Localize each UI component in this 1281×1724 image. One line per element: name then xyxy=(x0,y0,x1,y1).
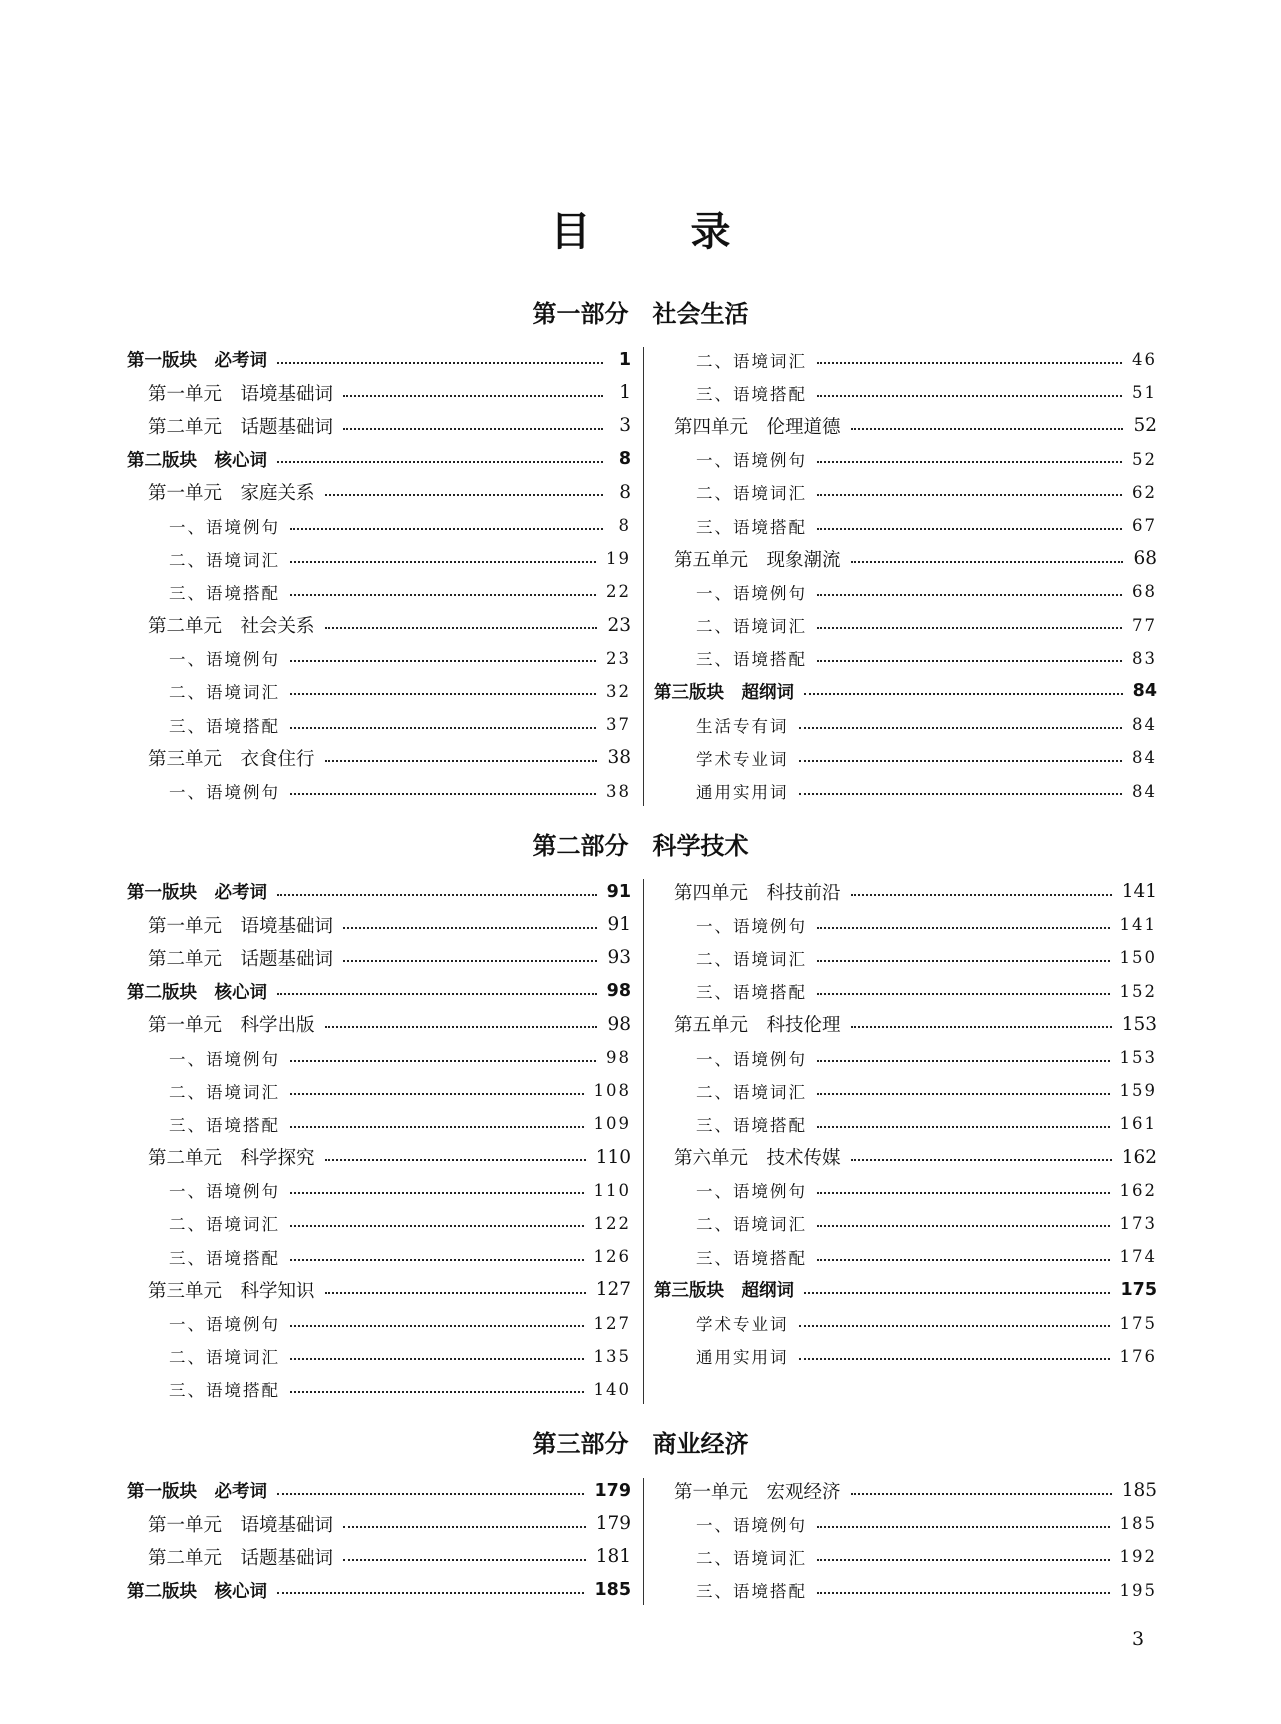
page-title: 目 录 xyxy=(550,208,761,255)
toc-entry[interactable] xyxy=(654,1474,1157,1507)
dot-leader xyxy=(817,660,1122,662)
dot-leader xyxy=(277,1493,584,1495)
dot-leader xyxy=(799,793,1123,795)
dot-leader xyxy=(817,594,1122,596)
toc-entry[interactable] xyxy=(654,774,1157,807)
entry-title: 三、语境搭配 xyxy=(696,650,807,670)
dot-leader xyxy=(290,1225,584,1227)
entry-page-number: 109 xyxy=(593,1114,631,1134)
entry-title: 第二单元 科学探究 xyxy=(148,1148,315,1170)
entry-page-number: 126 xyxy=(593,1247,631,1267)
dot-leader xyxy=(851,561,1124,563)
dot-leader xyxy=(290,1126,584,1128)
column-divider xyxy=(643,347,644,806)
toc-entry[interactable] xyxy=(127,975,631,1008)
toc-entry[interactable] xyxy=(654,1041,1157,1074)
dot-leader xyxy=(343,428,603,430)
dot-leader xyxy=(290,727,596,729)
entry-page-number: 195 xyxy=(1119,1580,1157,1600)
dot-leader xyxy=(325,1159,586,1161)
dot-leader xyxy=(290,528,603,530)
toc-entry[interactable] xyxy=(654,1240,1157,1273)
entry-title: 三、语境搭配 xyxy=(169,1381,280,1401)
dot-leader xyxy=(290,1325,584,1327)
entry-title: 学术专业词 xyxy=(696,749,789,769)
dot-leader xyxy=(325,1026,598,1028)
toc-entry[interactable] xyxy=(654,708,1157,741)
dot-leader xyxy=(804,693,1123,695)
entry-page-number: 52 xyxy=(1133,415,1157,437)
dot-leader xyxy=(817,1192,1110,1194)
dot-leader xyxy=(325,627,598,629)
entry-page-number: 8 xyxy=(618,516,631,536)
entry-title: 第一版块 必考词 xyxy=(127,883,267,904)
entry-page-number: 93 xyxy=(607,947,631,969)
entry-page-number: 152 xyxy=(1119,981,1157,1001)
entry-title: 第二单元 话题基础词 xyxy=(148,1547,334,1569)
toc-entry[interactable] xyxy=(127,1574,631,1607)
toc-entry[interactable] xyxy=(654,1074,1157,1107)
entry-page-number: 153 xyxy=(1121,1013,1157,1035)
entry-page-number: 179 xyxy=(595,1513,631,1535)
entry-page-number: 8 xyxy=(619,481,631,503)
entry-page-number: 153 xyxy=(1119,1048,1157,1068)
entry-title: 二、语境词汇 xyxy=(696,617,807,637)
toc-entry[interactable] xyxy=(654,1540,1157,1573)
toc-entry[interactable] xyxy=(654,1574,1157,1607)
dot-leader xyxy=(325,760,598,762)
dot-leader xyxy=(799,760,1123,762)
toc-entry[interactable] xyxy=(654,741,1157,774)
toc-entry[interactable] xyxy=(127,708,631,741)
dot-leader xyxy=(799,1358,1110,1360)
entry-title: 二、语境词汇 xyxy=(696,1082,807,1102)
toc-entry[interactable] xyxy=(127,875,631,908)
entry-title: 第三版块 超纲词 xyxy=(654,682,794,703)
entry-title: 通用实用词 xyxy=(696,783,789,803)
entry-page-number: 185 xyxy=(1119,1514,1157,1534)
toc-entry[interactable] xyxy=(127,443,631,476)
entry-title: 第一版块 必考词 xyxy=(127,1482,267,1503)
dot-leader xyxy=(817,1559,1110,1561)
dot-leader xyxy=(325,494,603,496)
dot-leader xyxy=(277,1592,584,1594)
entry-page-number: 175 xyxy=(1120,1279,1157,1300)
entry-page-number: 179 xyxy=(594,1480,631,1501)
toc-entry[interactable] xyxy=(127,609,631,642)
toc-entry[interactable] xyxy=(654,1273,1157,1306)
entry-title: 第一版块 必考词 xyxy=(127,351,267,372)
dot-leader xyxy=(817,960,1110,962)
entry-title: 第二版块 核心词 xyxy=(127,450,267,471)
entry-title: 第二单元 话题基础词 xyxy=(148,948,334,970)
dot-leader xyxy=(277,362,603,364)
dot-leader xyxy=(343,960,597,962)
toc-entry[interactable] xyxy=(127,1507,631,1540)
dot-leader xyxy=(325,1292,586,1294)
column-divider xyxy=(643,1478,644,1605)
toc-entry[interactable] xyxy=(127,376,631,409)
entry-page-number: 98 xyxy=(606,981,631,1002)
toc-entry[interactable] xyxy=(654,476,1157,509)
dot-leader xyxy=(851,1026,1112,1028)
entry-title: 三、语境搭配 xyxy=(696,1582,807,1602)
entry-title: 第三单元 科学知识 xyxy=(148,1280,315,1302)
entry-page-number: 37 xyxy=(606,715,631,735)
entry-page-number: 91 xyxy=(607,914,631,936)
dot-leader xyxy=(817,1225,1110,1227)
toc-entry[interactable] xyxy=(654,1340,1157,1373)
toc-column-left xyxy=(127,875,631,1406)
entry-page-number: 1 xyxy=(619,382,631,404)
entry-title: 第六单元 技术传媒 xyxy=(674,1148,841,1170)
dot-leader xyxy=(817,1060,1110,1062)
entry-page-number: 127 xyxy=(595,1279,631,1301)
entry-page-number: 84 xyxy=(1132,681,1157,702)
dot-leader xyxy=(290,1060,596,1062)
toc-entry[interactable] xyxy=(654,1107,1157,1140)
toc-entry[interactable] xyxy=(127,1008,631,1041)
entry-page-number: 3 xyxy=(619,415,631,437)
entry-title: 一、语境例句 xyxy=(696,916,807,936)
toc-entry[interactable] xyxy=(127,575,631,608)
dot-leader xyxy=(851,894,1112,896)
dot-leader xyxy=(277,993,597,995)
dot-leader xyxy=(804,1292,1110,1294)
toc-entry[interactable] xyxy=(654,343,1157,376)
entry-page-number: 38 xyxy=(606,781,631,801)
toc-entry[interactable] xyxy=(654,575,1157,608)
toc-entry[interactable] xyxy=(654,675,1157,708)
toc-entry[interactable] xyxy=(127,774,631,807)
entry-page-number: 23 xyxy=(607,614,631,636)
entry-page-number: 23 xyxy=(606,648,631,668)
toc-entry[interactable] xyxy=(127,1074,631,1107)
toc-entry[interactable] xyxy=(127,1306,631,1339)
dot-leader xyxy=(817,395,1122,397)
entry-page-number: 98 xyxy=(606,1048,631,1068)
entry-page-number: 83 xyxy=(1132,648,1157,668)
dot-leader xyxy=(817,494,1122,496)
entry-title: 二、语境词汇 xyxy=(169,1348,280,1368)
entry-title: 三、语境搭配 xyxy=(696,983,807,1003)
entry-title: 一、语境例句 xyxy=(169,1315,280,1335)
entry-title: 第一单元 科学出版 xyxy=(148,1015,315,1037)
toc-entry[interactable] xyxy=(654,1174,1157,1207)
dot-leader xyxy=(817,993,1110,995)
entry-page-number: 52 xyxy=(1132,449,1157,469)
entry-page-number: 176 xyxy=(1119,1346,1157,1366)
toc-entry[interactable] xyxy=(127,1107,631,1140)
entry-title: 一、语境例句 xyxy=(696,1049,807,1069)
entry-page-number: 1 xyxy=(618,349,631,370)
dot-leader xyxy=(851,1493,1112,1495)
dot-leader xyxy=(290,693,596,695)
toc-entry[interactable] xyxy=(127,1273,631,1306)
dot-leader xyxy=(290,1358,584,1360)
entry-title: 第二版块 核心词 xyxy=(127,982,267,1003)
entry-title: 一、语境例句 xyxy=(169,1182,280,1202)
dot-leader xyxy=(290,594,596,596)
toc-column-right xyxy=(654,1474,1157,1607)
entry-page-number: 174 xyxy=(1119,1247,1157,1267)
toc-column-left xyxy=(127,1474,631,1607)
entry-page-number: 62 xyxy=(1132,482,1157,502)
entry-title: 二、语境词汇 xyxy=(696,484,807,504)
toc-entry[interactable] xyxy=(654,1507,1157,1540)
dot-leader xyxy=(817,461,1122,463)
dot-leader xyxy=(343,395,603,397)
toc-entry[interactable] xyxy=(127,1240,631,1273)
entry-title: 三、语境搭配 xyxy=(696,1115,807,1135)
dot-leader xyxy=(799,727,1123,729)
entry-page-number: 84 xyxy=(1132,715,1157,735)
toc-entry[interactable] xyxy=(127,1474,631,1507)
dot-leader xyxy=(817,1093,1110,1095)
toc-entry[interactable] xyxy=(654,642,1157,675)
toc-entry[interactable] xyxy=(127,675,631,708)
entry-title: 第一单元 家庭关系 xyxy=(148,483,315,505)
dot-leader xyxy=(817,362,1122,364)
dot-leader xyxy=(277,461,603,463)
entry-title: 三、语境搭配 xyxy=(169,1115,280,1135)
toc-entry[interactable] xyxy=(654,975,1157,1008)
dot-leader xyxy=(290,660,596,662)
entry-title: 二、语境词汇 xyxy=(169,1215,280,1235)
toc-entry[interactable] xyxy=(127,642,631,675)
toc-column-right xyxy=(654,875,1157,1373)
dot-leader xyxy=(277,894,597,896)
entry-page-number: 46 xyxy=(1132,350,1157,370)
entry-page-number: 173 xyxy=(1119,1213,1157,1233)
entry-page-number: 32 xyxy=(606,681,631,701)
toc-entry[interactable] xyxy=(127,941,631,974)
toc-entry[interactable] xyxy=(654,409,1157,442)
toc-entry[interactable] xyxy=(654,1141,1157,1174)
dot-leader xyxy=(343,1526,586,1528)
entry-title: 第二单元 社会关系 xyxy=(148,616,315,638)
entry-page-number: 162 xyxy=(1119,1180,1157,1200)
entry-title: 三、语境搭配 xyxy=(169,583,280,603)
entry-page-number: 110 xyxy=(593,1180,631,1200)
entry-page-number: 84 xyxy=(1132,781,1157,801)
toc-entry[interactable] xyxy=(127,908,631,941)
part-title: 第一部分 社会生活 xyxy=(532,300,749,328)
entry-title: 二、语境词汇 xyxy=(169,1082,280,1102)
dot-leader xyxy=(851,428,1124,430)
entry-page-number: 185 xyxy=(594,1580,631,1601)
toc-entry[interactable] xyxy=(127,741,631,774)
toc-entry[interactable] xyxy=(654,1207,1157,1240)
toc-entry[interactable] xyxy=(654,509,1157,542)
page-number: 3 xyxy=(1132,1628,1145,1650)
toc-entry[interactable] xyxy=(127,1340,631,1373)
dot-leader xyxy=(817,927,1110,929)
toc-entry[interactable] xyxy=(654,875,1157,908)
entry-title: 一、语境例句 xyxy=(696,1182,807,1202)
entry-page-number: 175 xyxy=(1119,1313,1157,1333)
dot-leader xyxy=(817,1259,1110,1261)
entry-title: 第二版块 核心词 xyxy=(127,1581,267,1602)
dot-leader xyxy=(817,1126,1110,1128)
entry-title: 一、语境例句 xyxy=(696,451,807,471)
entry-page-number: 8 xyxy=(618,449,631,470)
entry-page-number: 127 xyxy=(593,1313,631,1333)
entry-title: 第二单元 话题基础词 xyxy=(148,416,334,438)
entry-title: 二、语境词汇 xyxy=(696,949,807,969)
entry-title: 二、语境词汇 xyxy=(696,351,807,371)
entry-page-number: 159 xyxy=(1119,1081,1157,1101)
toc-entry[interactable] xyxy=(654,1306,1157,1339)
column-divider xyxy=(643,879,644,1404)
dot-leader xyxy=(290,1093,584,1095)
toc-entry[interactable] xyxy=(127,409,631,442)
entry-title: 二、语境词汇 xyxy=(696,1215,807,1235)
entry-title: 三、语境搭配 xyxy=(169,1248,280,1268)
entry-title: 二、语境词汇 xyxy=(696,1548,807,1568)
entry-page-number: 68 xyxy=(1133,548,1157,570)
dot-leader xyxy=(290,561,596,563)
entry-title: 第一单元 语境基础词 xyxy=(148,383,334,405)
toc-entry[interactable] xyxy=(127,1373,631,1406)
entry-page-number: 22 xyxy=(606,582,631,602)
entry-title: 一、语境例句 xyxy=(169,650,280,670)
entry-title: 一、语境例句 xyxy=(169,783,280,803)
entry-page-number: 110 xyxy=(595,1146,631,1168)
entry-title: 三、语境搭配 xyxy=(696,1248,807,1268)
toc-entry[interactable] xyxy=(127,476,631,509)
dot-leader xyxy=(290,1391,584,1393)
toc-entry[interactable] xyxy=(654,376,1157,409)
entry-page-number: 161 xyxy=(1119,1114,1157,1134)
entry-page-number: 84 xyxy=(1132,748,1157,768)
dot-leader xyxy=(817,627,1122,629)
toc-entry[interactable] xyxy=(654,609,1157,642)
entry-title: 学术专业词 xyxy=(696,1315,789,1335)
dot-leader xyxy=(290,793,596,795)
toc-entry[interactable] xyxy=(127,1141,631,1174)
entry-page-number: 140 xyxy=(593,1379,631,1399)
entry-title: 三、语境搭配 xyxy=(696,517,807,537)
toc-entry[interactable] xyxy=(654,443,1157,476)
entry-title: 二、语境词汇 xyxy=(169,550,280,570)
entry-title: 三、语境搭配 xyxy=(696,384,807,404)
dot-leader xyxy=(817,1526,1110,1528)
entry-page-number: 185 xyxy=(1121,1480,1157,1502)
entry-title: 第一单元 语境基础词 xyxy=(148,1514,334,1536)
toc-entry[interactable] xyxy=(127,1540,631,1573)
entry-page-number: 67 xyxy=(1132,516,1157,536)
toc-entry[interactable] xyxy=(127,542,631,575)
toc-entry[interactable] xyxy=(654,1008,1157,1041)
entry-page-number: 181 xyxy=(595,1546,631,1568)
dot-leader xyxy=(343,927,597,929)
entry-title: 第五单元 现象潮流 xyxy=(674,549,841,571)
entry-page-number: 51 xyxy=(1132,383,1157,403)
toc-entry[interactable] xyxy=(127,1174,631,1207)
entry-page-number: 135 xyxy=(593,1346,631,1366)
entry-title: 第四单元 科技前沿 xyxy=(674,882,841,904)
entry-page-number: 19 xyxy=(606,549,631,569)
entry-page-number: 192 xyxy=(1119,1547,1157,1567)
entry-page-number: 98 xyxy=(607,1013,631,1035)
toc-column-right xyxy=(654,343,1157,808)
entry-page-number: 77 xyxy=(1132,615,1157,635)
dot-leader xyxy=(290,1192,584,1194)
dot-leader xyxy=(290,1259,584,1261)
entry-title: 第一单元 宏观经济 xyxy=(674,1481,841,1503)
entry-title: 第三版块 超纲词 xyxy=(654,1281,794,1302)
part-title: 第二部分 科学技术 xyxy=(532,832,749,860)
entry-title: 第四单元 伦理道德 xyxy=(674,416,841,438)
entry-page-number: 150 xyxy=(1119,948,1157,968)
entry-title: 三、语境搭配 xyxy=(169,716,280,736)
toc-entry[interactable] xyxy=(654,542,1157,575)
dot-leader xyxy=(817,528,1122,530)
toc-entry[interactable] xyxy=(127,1207,631,1240)
toc-column-left xyxy=(127,343,631,808)
entry-page-number: 141 xyxy=(1119,915,1157,935)
entry-page-number: 68 xyxy=(1132,582,1157,602)
dot-leader xyxy=(817,1592,1110,1594)
entry-title: 一、语境例句 xyxy=(696,583,807,603)
entry-page-number: 162 xyxy=(1121,1146,1157,1168)
toc-entry[interactable] xyxy=(127,509,631,542)
dot-leader xyxy=(799,1325,1110,1327)
entry-title: 一、语境例句 xyxy=(169,517,280,537)
entry-title: 生活专有词 xyxy=(696,716,789,736)
toc-entry[interactable] xyxy=(127,1041,631,1074)
entry-title: 一、语境例句 xyxy=(169,1049,280,1069)
entry-title: 第一单元 语境基础词 xyxy=(148,915,334,937)
entry-title: 第三单元 衣食住行 xyxy=(148,748,315,770)
entry-page-number: 122 xyxy=(593,1213,631,1233)
dot-leader xyxy=(851,1159,1112,1161)
entry-page-number: 141 xyxy=(1121,881,1157,903)
entry-page-number: 108 xyxy=(593,1081,631,1101)
dot-leader xyxy=(343,1559,586,1561)
toc-entry[interactable] xyxy=(654,908,1157,941)
toc-entry[interactable] xyxy=(654,941,1157,974)
entry-title: 通用实用词 xyxy=(696,1348,789,1368)
entry-page-number: 38 xyxy=(607,747,631,769)
toc-entry[interactable] xyxy=(127,343,631,376)
entry-title: 二、语境词汇 xyxy=(169,683,280,703)
entry-title: 第五单元 科技伦理 xyxy=(674,1015,841,1037)
entry-page-number: 91 xyxy=(606,881,631,902)
entry-title: 一、语境例句 xyxy=(696,1515,807,1535)
part-title: 第三部分 商业经济 xyxy=(532,1430,749,1458)
